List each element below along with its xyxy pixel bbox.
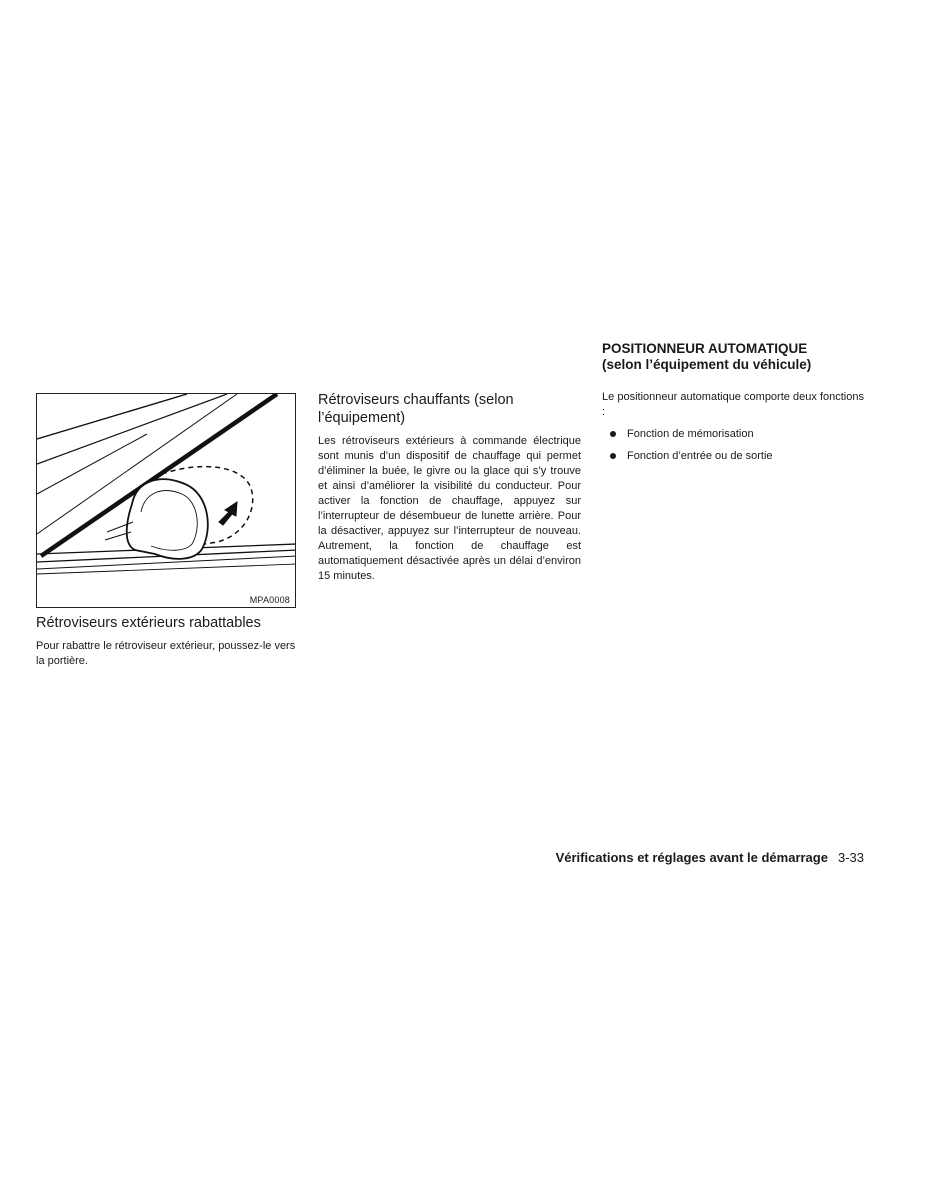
automatic-positioner-heading-line2: (selon l’équipement du véhicule) [602,357,812,372]
folding-mirror-drawing [37,394,296,608]
middle-column [318,391,581,584]
section-title: Vérifications et réglages avant le démarrage [555,850,828,865]
list-item-text: Fonction d’entrée ou de sortie [627,450,773,462]
heated-mirrors-heading [318,391,581,427]
page-footer [556,850,864,865]
mirror-illustration [36,393,296,608]
folding-mirrors-body: Pour rabattre le rétroviseur extérieur, poussez-le vers la portière. [36,640,296,667]
list-item [602,449,864,464]
heated-mirrors-heading-line2: l’équipement) [318,410,406,426]
left-column [36,614,298,669]
bullet-icon [610,431,616,437]
automatic-positioner-heading-line1: POSITIONNEUR AUTOMATIQUE [602,341,808,356]
functions-list [602,427,864,464]
folding-mirrors-heading: Rétroviseurs extérieurs rabattables [36,615,261,631]
list-item-text: Fonction de mémorisation [627,428,754,440]
automatic-positioner-heading [602,341,864,373]
right-column [602,341,864,471]
automatic-positioner-intro: Le positionneur automatique comporte deux fonctions : [602,391,864,418]
list-item [602,427,864,442]
heated-mirrors-body: Les rétroviseurs extérieurs à commande électrique sont munis d’un dispositif de chauffage qui permet d’éliminer la buée, le givre ou la glace qui s’y trouve et ainsi d’améliorer la visibilité du conducteur. Pour activer la fonction de chauffage, appuyez sur l’interrupteur de désembueur de lunette arrière. Pour la désactiver, appuyez sur l’interrupteur de nouveau. Autrement, la fonction de chauffage est automatiquement désactivée après un délai d’environ 15 minutes. [318,435,581,582]
figure-code: MPA0008 [249,595,290,605]
bullet-icon [610,453,616,459]
heated-mirrors-heading-line1: Rétroviseurs chauffants (selon [318,392,514,408]
page-number: 3-33 [837,850,864,865]
